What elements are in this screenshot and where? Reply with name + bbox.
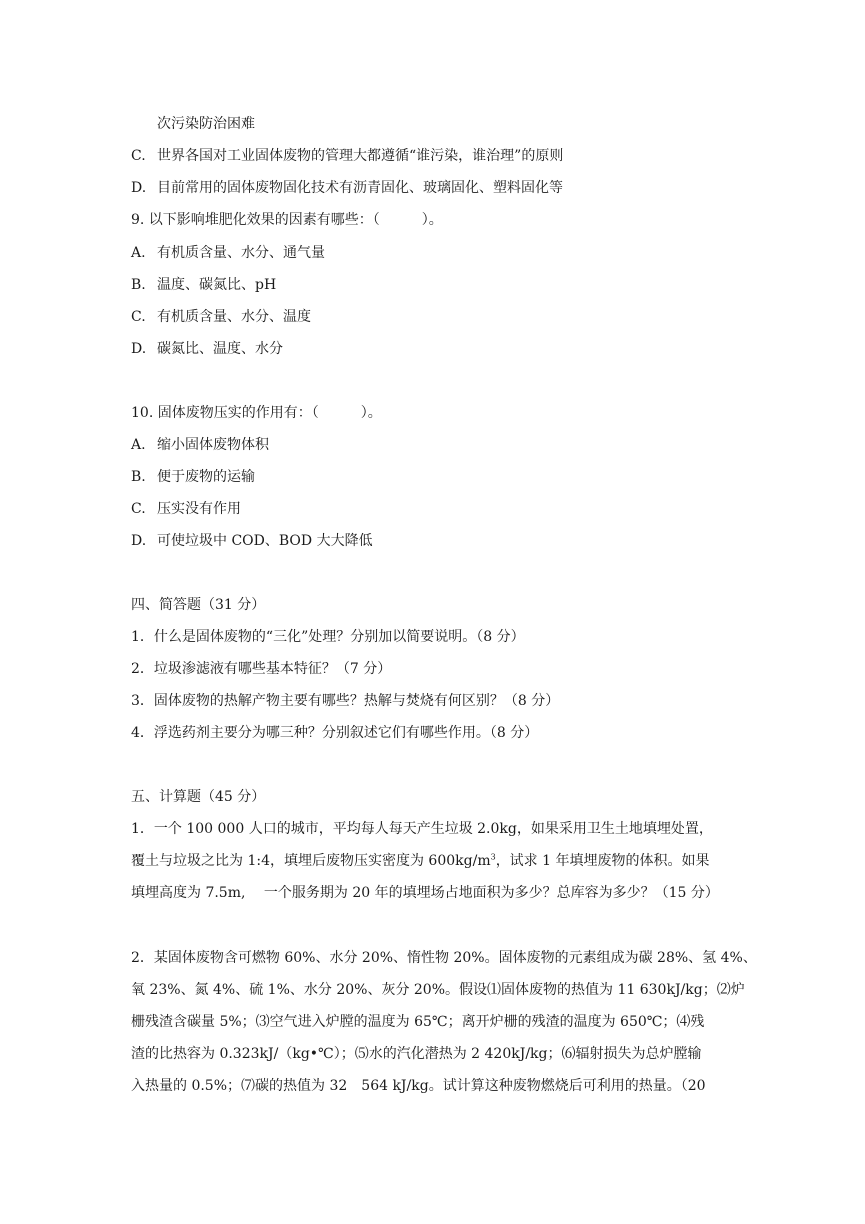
section-4-question-2: 2．垃圾渗滤液有哪些基本特征？（7 分）: [131, 661, 392, 677]
option-label: B.: [131, 469, 146, 485]
q8-continuation: 次污染防治困难: [157, 116, 255, 132]
option-text: 有机质含量、水分、通气量: [157, 245, 325, 261]
section-4-title: 四、简答题（31 分）: [131, 597, 266, 613]
section-4-question-3: 3．固体废物的热解产物主要有哪些？热解与焚烧有何区别？（8 分）: [131, 693, 560, 709]
option-label: C.: [131, 148, 146, 164]
option-label: C.: [131, 501, 146, 517]
option-text: 有机质含量、水分、温度: [157, 309, 311, 325]
q9-option-a: [131, 243, 325, 263]
section-5-q1-line-3: 填埋高度为 7.5m, 一个服务期为 20 年的填埋场占地面积为多少？总库容为多少？（15 分）: [131, 885, 719, 901]
section-5-title: 五、计算题（45 分）: [131, 789, 266, 805]
section-5-q2-line-3: 栅残渣含碳量 5%；⑶空气进入炉膛的温度为 65℃；离开炉栅的残渣的温度为 650℃；⑷残: [131, 1014, 705, 1030]
q10-stem: 10. 固体废物压实的作用有：（ ）。: [131, 405, 382, 421]
q9-option-b: [131, 275, 276, 295]
option-text: 便于废物的运输: [157, 469, 255, 485]
section-5-q1-line-2: [131, 851, 710, 871]
q9-stem: 9. 以下影响堆肥化效果的因素有哪些：（ ）。: [131, 212, 443, 228]
option-text: 目前常用的固体废物固化技术有沥青固化、玻璃固化、塑料固化等: [157, 180, 563, 196]
option-label: A.: [131, 437, 146, 453]
text-segment: 覆土与垃圾之比为 1:4，填埋后废物压实密度为 600kg/m: [131, 853, 491, 869]
option-text: 碳氮比、温度、水分: [157, 341, 283, 357]
q8-option-c: [131, 146, 563, 166]
q10-option-a: [131, 435, 269, 455]
q9-option-d: [131, 339, 283, 359]
section-5-q2-line-5: 入热量的 0.5%；⑺碳的热值为 32 564 kJ/kg。试计算这种废物燃烧后可利用的热量。（20: [131, 1078, 706, 1094]
section-4-question-1: 1．什么是固体废物的“三化”处理？分别加以简要说明。（8 分）: [131, 629, 525, 645]
q10-option-b: [131, 467, 255, 487]
section-5-q2-line-1: 2．某固体废物含可燃物 60%、水分 20%、惰性物 20%。固体废物的元素组成为碳 28%、氢 4%、: [131, 950, 757, 966]
option-text: 压实没有作用: [157, 501, 241, 517]
option-label: D.: [131, 341, 147, 357]
section-5-q2-line-2: 氧 23%、氮 4%、硫 1%、水分 20%、灰分 20%。假设⑴固体废物的热值为 11 630kJ/kg；⑵炉: [131, 982, 745, 998]
option-text: 缩小固体废物体积: [157, 437, 269, 453]
section-5-q2-line-4: 渣的比热容为 0.323kJ/（kg•℃）；⑸水的汽化潜热为 2 420kJ/kg；⑹辐射损失为总炉膛输: [131, 1046, 702, 1062]
text-segment: ，试求 1 年填埋废物的体积。如果: [495, 853, 710, 869]
option-label: D.: [131, 533, 147, 549]
option-label: C.: [131, 309, 146, 325]
q8-option-d: [131, 178, 563, 198]
q10-option-c: [131, 499, 241, 519]
q9-option-c: [131, 307, 311, 327]
q10-option-d: [131, 531, 373, 551]
superscript: 3: [490, 852, 496, 862]
option-label: B.: [131, 277, 146, 293]
section-5-q1-line-1: 1．一个 100 000 人口的城市，平均每人每天产生垃圾 2.0kg，如果采用卫生土地填埋处置，: [131, 821, 713, 837]
option-label: D.: [131, 180, 147, 196]
option-text: 温度、碳氮比、pH: [157, 277, 277, 293]
option-text: 世界各国对工业固体废物的管理大都遵循“谁污染，谁治理”的原则: [157, 148, 564, 164]
option-text: 可使垃圾中 COD、BOD 大大降低: [157, 533, 373, 549]
section-4-question-4: 4．浮选药剂主要分为哪三种？分别叙述它们有哪些作用。（8 分）: [131, 725, 539, 741]
option-label: A.: [131, 245, 146, 261]
